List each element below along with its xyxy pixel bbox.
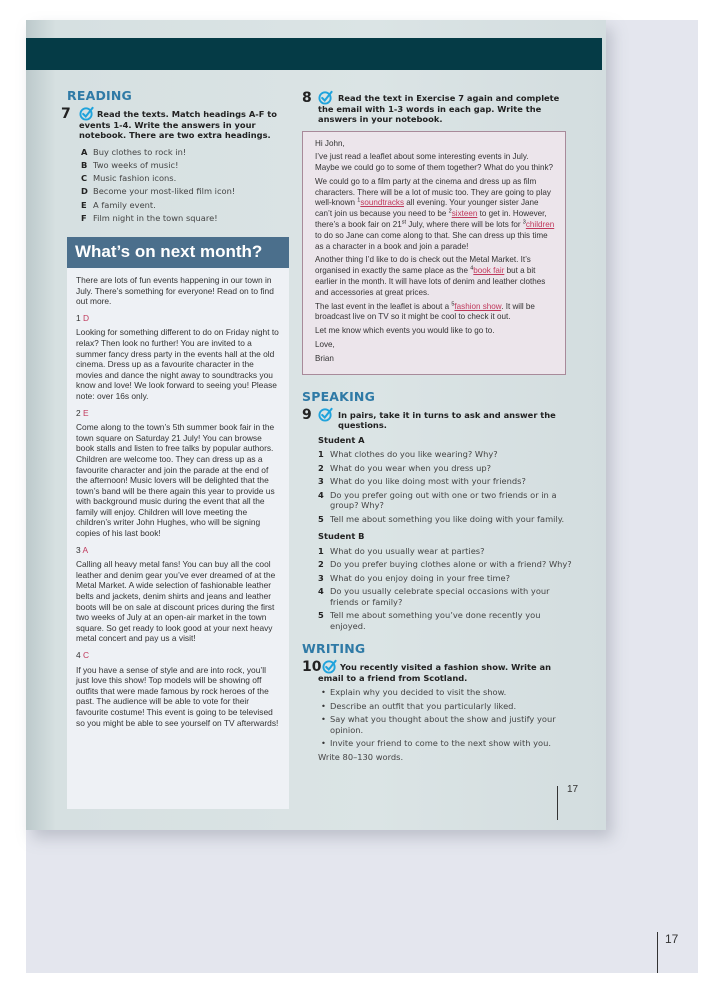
question-item: 2 Do you prefer buying clothes alone or with a friend? Why? bbox=[318, 559, 572, 570]
heading-item: B Two weeks of music! bbox=[81, 159, 179, 170]
heading-item: F Film night in the town square! bbox=[81, 212, 218, 223]
email-box bbox=[302, 131, 566, 375]
exercise-9 bbox=[302, 406, 572, 632]
event-answer: D bbox=[83, 312, 90, 323]
event-label: 3 A bbox=[76, 544, 89, 555]
question-item: 1 What clothes do you like wearing? Why? bbox=[318, 449, 498, 460]
checkmark-icon bbox=[318, 90, 333, 105]
email-greeting: Hi John, bbox=[315, 138, 345, 148]
email-signature: Brian bbox=[315, 353, 334, 363]
article-title: What’s on next month? bbox=[67, 237, 289, 268]
bullet-item: • Describe an outfit that you particularly liked. bbox=[318, 701, 572, 712]
email-paragraph: Another thing I’d like to do is check out the Metal Market. It’s organised in exactly the same place as the $^4$book fair but a bit earlier in the month. It will have lots of denim and leather clothes and accessories at great prices. bbox=[315, 255, 546, 297]
question-item: 1 What do you usually wear at parties? bbox=[318, 545, 485, 556]
outer-page-number: 17 bbox=[665, 932, 679, 946]
exercise-7-number: 7 bbox=[61, 106, 71, 122]
bullet-item: • Invite your friend to come to the next show with you. bbox=[318, 738, 572, 749]
textbook-page bbox=[26, 20, 606, 830]
exercise-10-instruction: You recently visited a fashion show. Write an email to a friend from Scotland. bbox=[318, 662, 552, 683]
exercise-9-number: 9 bbox=[302, 406, 312, 423]
event-text: If you have a sense of style and are into rock, you’ll just love this show! Top models will be showing off outfits that were made famous by rock heroes of the past. The audience will be able to vote for their favourite costume! This event is going to be televised so you might be able to see yourself on TV afterwards! bbox=[76, 664, 279, 728]
gap-answer: sixteen bbox=[451, 209, 478, 219]
student-a-questions bbox=[318, 449, 572, 524]
gap-answer: soundtracks bbox=[360, 198, 404, 208]
speaking-section bbox=[302, 389, 572, 632]
exercise-7 bbox=[61, 106, 291, 225]
event-label: 2 E bbox=[76, 407, 89, 418]
email-paragraph: We could go to a film party at the cinema and dress up as film characters. There will be a lot of music too. They are going to play well-known $^1$soundtracks all evening. Your younger sister Jane can’t join us because you need to be $^2$sixteen to get in. However, there’s a book fair on 21st July, where there will be lots for $^3$children to do so Jane can come along to that. She can dress up this time as a character in a book and join a parade! bbox=[315, 176, 555, 251]
exercise-9-instruction: In pairs, take it in turns to ask and answer the questions. bbox=[338, 409, 556, 431]
writing-title: WRITING bbox=[302, 641, 366, 657]
checkmark-icon bbox=[79, 106, 94, 121]
left-column bbox=[61, 88, 291, 225]
gap-answer: children bbox=[525, 220, 555, 230]
student-b-questions bbox=[318, 546, 572, 632]
exercise-8-instruction: Read the text in Exercise 7 again and complete the email with 1-3 words in each gap. Write the answers in your notebook. bbox=[318, 93, 560, 124]
event-text: Calling all heavy metal fans! You can buy all the cool leather and denim gear you’ve ever dreamed of at the Metal Market. A wide selection of fashionable leather belts and jackets, denim shirts and jeans and leather boots will be on sale at discount prices during the first two weeks of July at an open-air market in the town square. So get ready to look good at your next heavy metal concert and pay us a visit! bbox=[76, 559, 276, 644]
question-item: 4 Do you usually celebrate special occasions with your friends or family? bbox=[318, 586, 550, 607]
inner-page-number: 17 bbox=[567, 784, 579, 795]
outer-page-number-rule bbox=[657, 932, 658, 973]
question-item: 3 What do you enjoy doing in your free time? bbox=[318, 572, 511, 583]
inner-page-number-rule bbox=[557, 786, 558, 820]
article-intro: There are lots of fun events happening in our town in July. There’s something for everyone! Read on to find out more. bbox=[76, 275, 274, 307]
question-item: 3 What do you like doing most with your friends? bbox=[318, 476, 526, 487]
email-closing: Love, bbox=[315, 340, 335, 350]
exercise-8 bbox=[302, 90, 572, 125]
writing-bullets bbox=[302, 687, 572, 749]
heading-item: C Music fashion icons. bbox=[81, 173, 177, 184]
headings-list bbox=[81, 146, 291, 226]
email-paragraph: I’ve just read a leaflet about some interesting events in July. Maybe we could go to some of them together? What do you think? bbox=[315, 152, 554, 173]
bullet-item: • Explain why you decided to visit the show. bbox=[318, 687, 572, 698]
event-text: Come along to the town’s 5th summer book fair in the town square on Saturday 21 July! You can browse book stalls and listen to free talks by popular authors. Children are welcome too. They can dress up as a favourite character and join the parade at the end of the afternoon! Music lovers will be delighted that the town’s band will be there again this year to provide us with background music during the event that all the family will enjoy. Children will love meeting the children’s writer John Hughes, who will be signing copies of his last book! bbox=[76, 422, 275, 539]
event-text: Looking for something different to do on Friday night to relax? Then look no further! You are invited to a summer fancy dress party in the events hall at the old cinema. Dress up as a favourite character in the movies and dance the night away to soundtracks you know and love! We look forward to seeing you! Please note: over 16s only. bbox=[76, 327, 279, 401]
gap-answer: fashion show bbox=[454, 301, 502, 311]
exercise-10-number: 10 bbox=[302, 659, 322, 676]
question-item: 2 What do you wear when you dress up? bbox=[318, 462, 492, 473]
speaking-title: SPEAKING bbox=[302, 388, 376, 404]
question-item: 5 Tell me about something you like doing with your family. bbox=[318, 513, 565, 524]
exercise-10 bbox=[302, 659, 572, 762]
heading-item: E A family event. bbox=[81, 199, 156, 210]
question-item: 4 Do you prefer going out with one or two friends or in a group? Why? bbox=[318, 489, 557, 511]
checkmark-icon bbox=[322, 659, 337, 674]
event-answer: A bbox=[82, 544, 89, 555]
bullet-item: • Say what you thought about the show and justify your opinion. bbox=[318, 714, 572, 735]
heading-item: A Buy clothes to rock in! bbox=[81, 146, 187, 157]
gap-answer: book fair bbox=[473, 266, 505, 276]
email-paragraph: The last event in the leaflet is about a $^5$fashion show. It will be broadcast live on TV so it might be cool to check it out. bbox=[315, 300, 535, 322]
right-column bbox=[302, 90, 572, 762]
header-band bbox=[26, 38, 602, 70]
exercise-8-number: 8 bbox=[302, 90, 312, 106]
checkmark-icon bbox=[318, 407, 333, 422]
student-a-label: Student A bbox=[318, 434, 365, 445]
event-label: 1 D bbox=[76, 312, 90, 323]
heading-item: D Become your most-liked film icon! bbox=[81, 186, 236, 197]
student-b-label: Student B bbox=[318, 531, 365, 542]
writing-section bbox=[302, 641, 572, 762]
event-answer: C bbox=[83, 650, 90, 660]
email-paragraph: Let me know which events you would like to go to. bbox=[315, 326, 495, 336]
reading-title: READING bbox=[67, 88, 132, 103]
article-box bbox=[67, 237, 289, 809]
event-label: 4 C bbox=[76, 650, 90, 660]
question-item: 5 Tell me about something you’ve done recently you enjoyed. bbox=[318, 610, 541, 631]
event-answer: E bbox=[83, 407, 89, 418]
exercise-7-instruction: Read the texts. Match headings A-F to events 1-4. Write the answers in your notebook. There are two extra headings. bbox=[79, 109, 277, 140]
word-count: Write 80–130 words. bbox=[318, 751, 404, 762]
